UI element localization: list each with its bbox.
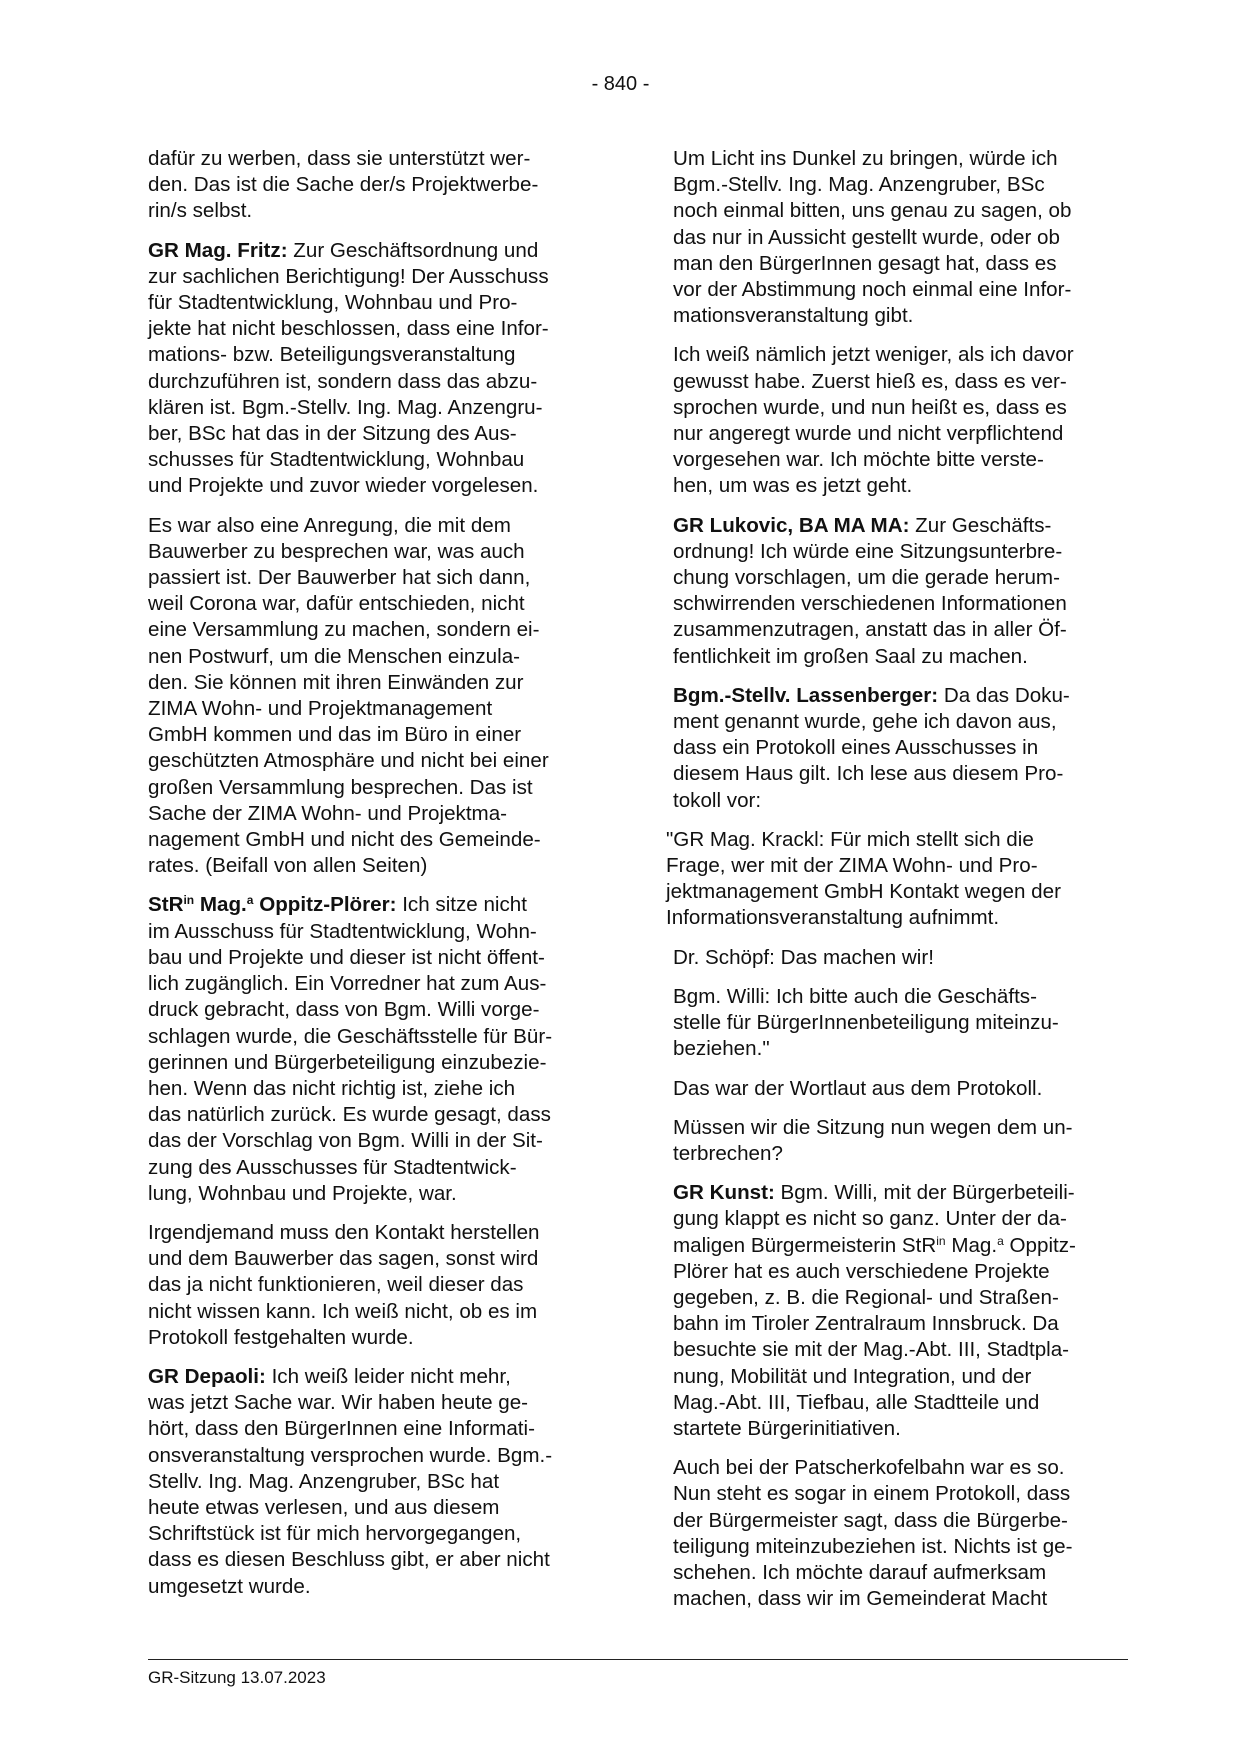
footer-session-date: GR-Sitzung 13.07.2023: [148, 1668, 326, 1687]
paragraph: Um Licht ins Dunkel zu bringen, würde ich Bgm.-Stellv. Ing. Mag. Anzengruber, BSc noch einmal bitten, uns genau zu sagen, ob das nur in Aussicht gestellt wurde, oder ob man den BürgerInnen gesagt hat, dass es vor der Abstimmung noch einmal eine Infor- mationsveranstaltung gibt.: [673, 147, 1072, 328]
paragraph: StR$^{in}$ Mag.$^a$ Oppitz-Plörer: Ich sitze nicht im Ausschuss für Stadtentwicklung, Wohn- bau und Projekte und dieser ist nicht öffent- lich zugänglich. Ein Vorredner hat zum Aus- druck gebracht, dass von Bgm. Willi vorge- schlagen wurde, die Geschäftsstelle für Bür- gerinnen und Bürgerbeteiligung einzubezie- hen. Wenn das nicht richtig ist, ziehe ich das natürlich zurück. Es wurde gesagt, dass das der Vorschlag von Bgm. Willi in der Sit- zung des Ausschusses für Stadtentwick- lung, Wohnbau und Projekte, war.: [148, 893, 553, 1205]
paragraph: GR Lukovic, BA MA MA: Zur Geschäfts- ordnung! Ich würde eine Sitzungsunterbre- chung vorschlagen, um die gerade herum- schwirrenden verschiedenen Informationen zusammenzutragen, anstatt das in aller Öf- fentlichkeit im großen Saal zu machen.: [673, 513, 1067, 668]
speaker-name: GR Lukovic, BA MA MA:: [673, 513, 910, 537]
paragraph: GR Depaoli: Ich weiß leider nicht mehr, was jetzt Sache war. Wir haben heute ge- hört, dass den BürgerInnen eine Informati- onsveranstaltung versprochen wurde. Bgm.- Stellv. Ing. Mag. Anzengruber, BSc hat heute etwas verlesen, und aus diesem Schriftstück ist für mich hervorgegangen, dass es diesen Beschluss gibt, er aber nicht umgesetzt wurde.: [148, 1364, 553, 1598]
speaker-name: Bgm.-Stellv. Lassenberger:: [673, 683, 939, 707]
paragraph: Auch bei der Patscherkofelbahn war es so. Nun steht es sogar in einem Protokoll, dass der Bürgermeister sagt, dass die Bürgerbe- teiligung miteinzubeziehen ist. Nichts ist ge- schehen. Ich möchte darauf aufmerksam machen, dass wir im Gemeinderat Macht: [673, 1456, 1073, 1611]
paragraph: Müssen wir die Sitzung nun wegen dem un- terbrechen?: [673, 1115, 1073, 1165]
paragraph: Bgm. Willi: Ich bitte auch die Geschäfts- stelle für BürgerInnenbeteiligung miteinzu- beziehen.": [673, 984, 1059, 1061]
paragraph: Bgm.-Stellv. Lassenberger: Da das Doku- ment genannt wurde, gehe ich davon aus, dass ein Protokoll eines Ausschusses in diesem Haus gilt. Ich lese aus diesem Pro- tokoll vor:: [673, 683, 1070, 812]
paragraph: dafür zu werben, dass sie unterstützt wer- den. Das ist die Sache der/s Projektwerbe- rin/s selbst.: [148, 147, 539, 223]
paragraph: Ich weiß nämlich jetzt weniger, als ich davor gewusst habe. Zuerst hieß es, dass es ver- sprochen wurde, und nun heißt es, dass es nur angeregt wurde und nicht verpflichtend vorgesehen war. Ich möchte bitte verste- hen, um was es jetzt geht.: [673, 343, 1074, 498]
paragraph: Dr. Schöpf: Das machen wir!: [673, 945, 934, 969]
speaker-name: StR$^{in}$ Mag.$^a$ Oppitz-Plörer:: [148, 893, 397, 917]
speaker-name: GR Kunst:: [673, 1181, 775, 1205]
right-column: [666, 146, 1129, 1625]
paragraph: GR Kunst: Bgm. Willi, mit der Bürgerbeteili- gung klappt es nicht so ganz. Unter der da- maligen Bürgermeisterin StR$^{in}$ Mag.$^a$ Oppitz- Plörer hat es auch verschiedene Projekte gegeben, z. B. die Regional- und Straßen- bahn im Tiroler Zentralraum Innsbruck. Da besuchte sie mit der Mag.-Abt. III, Stadtpla- nung, Mobilität und Integration, und der Mag.-Abt. III, Tiefbau, alle Stadtteile und startete Bürgerinitiativen.: [673, 1181, 1076, 1440]
speaker-name: GR Mag. Fritz:: [148, 238, 288, 262]
paragraph: Das war der Wortlaut aus dem Protokoll.: [673, 1076, 1043, 1100]
quoted-paragraph: "GR Mag. Krackl: Für mich stellt sich die Frage, wer mit der ZIMA Wohn- und Pro- jektmanagement GmbH Kontakt wegen der Informationsveranstaltung aufnimmt.: [666, 827, 1061, 930]
left-column: [148, 146, 604, 1613]
footer-divider: [148, 1659, 1128, 1660]
page-number: - 840 -: [591, 73, 650, 95]
speaker-name: GR Depaoli:: [148, 1364, 266, 1388]
paragraph: Irgendjemand muss den Kontakt herstellen und dem Bauwerber das sagen, sonst wird das ja nicht funktionieren, weil dieser das nicht wissen kann. Ich weiß nicht, ob es im Protokoll festgehalten wurde.: [148, 1220, 540, 1349]
paragraph: GR Mag. Fritz: Zur Geschäftsordnung und zur sachlichen Berichtigung! Der Ausschuss für Stadtentwicklung, Wohnbau und Pro- jekte hat nicht beschlossen, dass eine Infor- mations- bzw. Beteiligungsveranstaltung durchzuführen ist, sondern dass das abzu- klären ist. Bgm.-Stellv. Ing. Mag. Anzengru- ber, BSc hat das in der Sitzung des Aus- schusses für Stadtentwicklung, Wohnbau und Projekte und zuvor wieder vorgelesen.: [148, 238, 549, 498]
paragraph: Es war also eine Anregung, die mit dem Bauwerber zu besprechen war, was auch passiert ist. Der Bauwerber hat sich dann, weil Corona war, dafür entschieden, nicht eine Versammlung zu machen, sondern ei- nen Postwurf, um die Menschen einzula- den. Sie können mit ihren Einwänden zur ZIMA Wohn- und Projektmanagement GmbH kommen und das im Büro in einer geschützten Atmosphäre und nicht bei einer großen Versammlung besprechen. Das ist Sache der ZIMA Wohn- und Projektma- nagement GmbH und nicht des Gemeinde- rates. (Beifall von allen Seiten): [148, 513, 549, 878]
